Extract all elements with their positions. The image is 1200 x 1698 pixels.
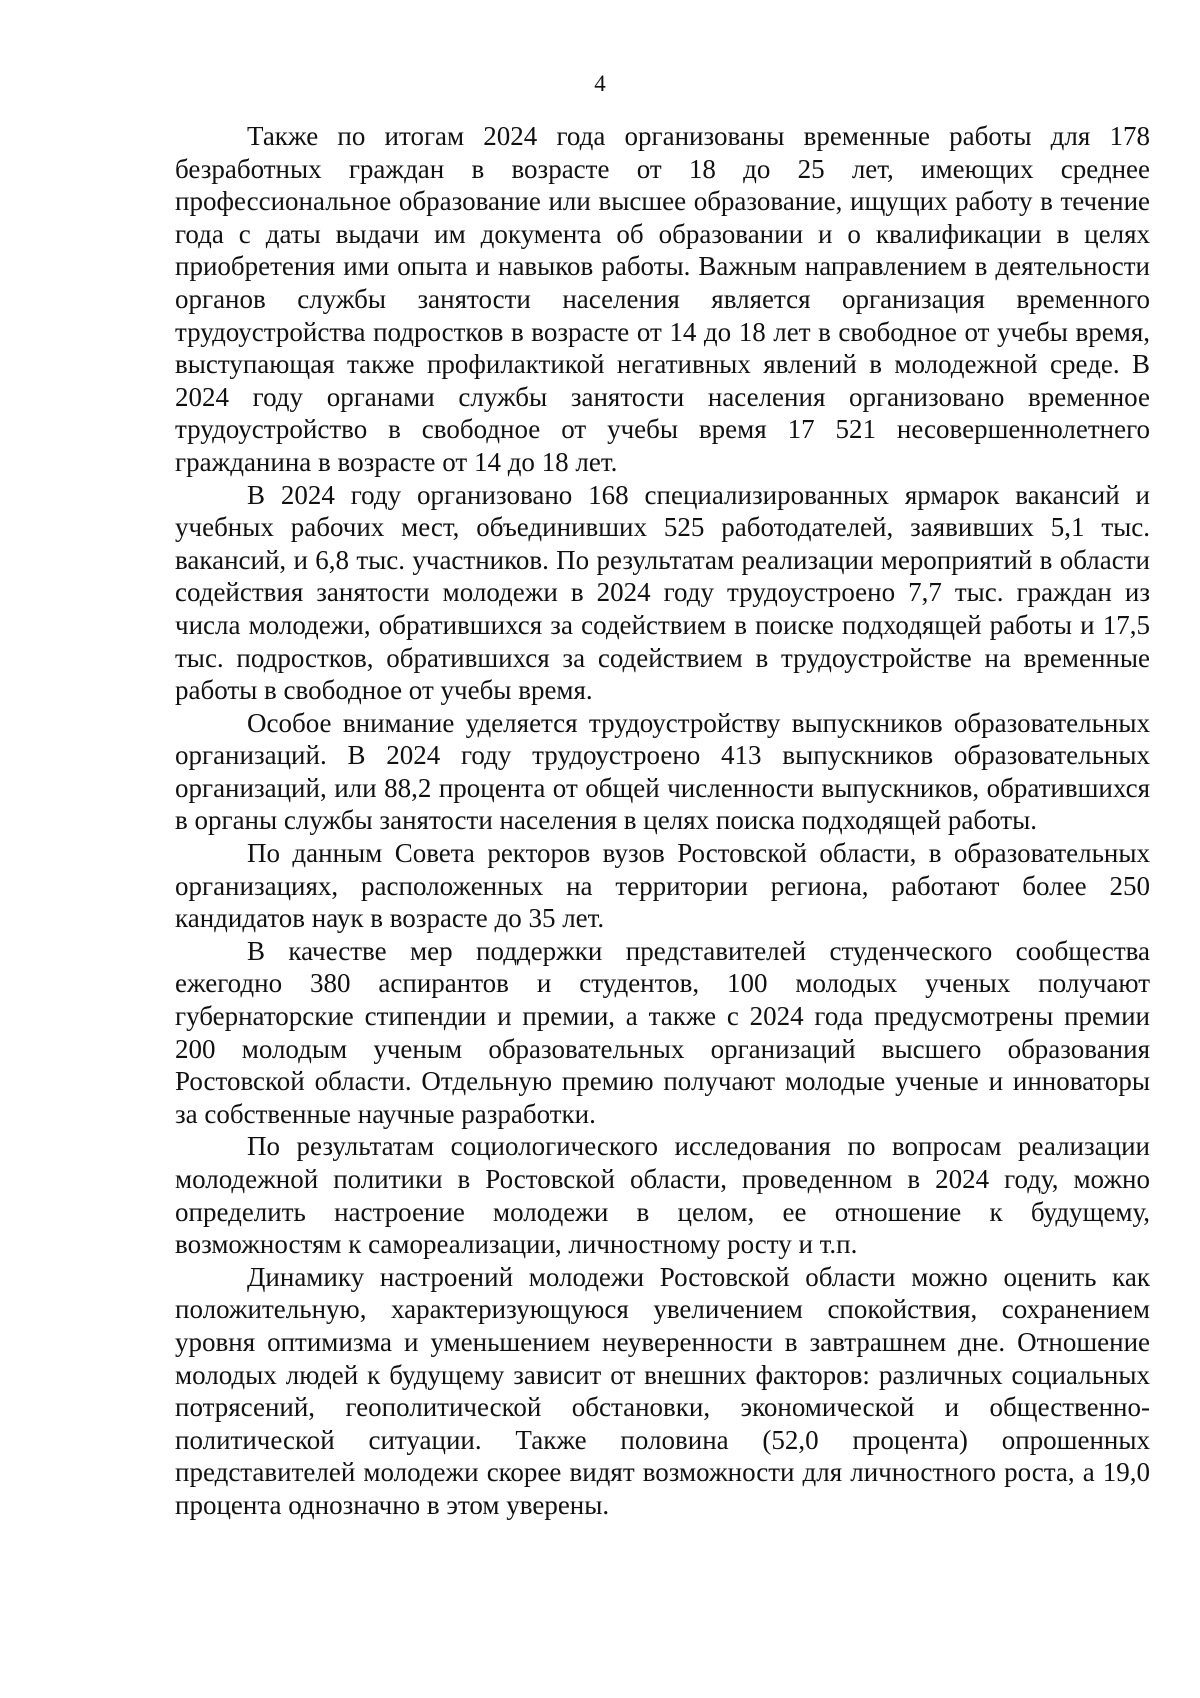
paragraph-sociological-study: По результатам социологического исследования по вопросам реализации молодежной политики в Ростовской области, проведенном в 2024 году, можно определить настроение молодежи в целом, ее отношение к будущему, возможностям к самореализации, личностному росту и т.п. xyxy=(175,1131,1150,1260)
paragraph-job-fairs: В 2024 году организовано 168 специализированных ярмарок вакансий и учебных рабочих мест, объединивших 525 работодателей, заявивших 5,1 тыс. вакансий, и 6,8 тыс. участников. По результатам реализации мероприятий в области содействия занятости молодежи в 2024 году трудоустроено 7,7 тыс. граждан из числа молодежи, обратившихся за содействием в поиске подходящей работы и 17,5 тыс. подростков, обратившихся за содействием в трудоустройстве на временные работы в свободное от учебы время. xyxy=(175,479,1150,706)
paragraph-temporary-jobs: Также по итогам 2024 года организованы временные работы для 178 безработных граждан в возрасте от 18 до 25 лет, имеющих среднее профессиональное образование или высшее образование, ищущих работу в течение года с даты выдачи им документа об образовании и о квалификации в целях приобретения ими опыта и навыков работы. Важным направлением в деятельности органов службы занятости населения является организация временного трудоустройства подростков в возрасте от 14 до 18 лет в свободное от учебы время, выступающая также профилактикой негативных явлений в молодежной среде. В 2024 году органами службы занятости населения организовано временное трудоустройство в свободное от учебы время 17 521 несовершеннолетнего гражданина в возрасте от 14 до 18 лет. xyxy=(175,121,1150,477)
paragraph-youth-mood-dynamics: Динамику настроений молодежи Ростовской области можно оценить как положительную, характеризующуюся увеличением спокойствия, сохранением уровня оптимизма и уменьшением неуверенности в завтрашнем дне. Отношение молодых людей к будущему зависит от внешних факторов: различных социальных потрясений, геополитической обстановки, экономической и общественно-политической ситуации. Также половина (52,0 процента) опрошенных представителей молодежи скорее видят возможности для личностного роста, а 19,0 процента однозначно в этом уверены. xyxy=(175,1261,1150,1520)
document-body xyxy=(175,120,1150,1522)
paragraph-graduates-employment: Особое внимание уделяется трудоустройству выпускников образовательных организаций. В 2024 году трудоустроено 413 выпускников образовательных организаций, или 88,2 процента от общей численности выпускников, обратившихся в органы службы занятости населения в целях поиска подходящей работы. xyxy=(175,707,1150,836)
paragraph-student-support: В качестве мер поддержки представителей студенческого сообщества ежегодно 380 аспирантов и студентов, 100 молодых ученых получают губернаторские стипендии и премии, а также с 2024 года предусмотрены премии 200 молодым ученым образовательных организаций высшего образования Ростовской области. Отдельную премию получают молодые ученые и инноваторы за собственные научные разработки. xyxy=(175,935,1150,1129)
page-number: 4 xyxy=(594,71,606,96)
paragraph-council-of-rectors: По данным Совета ректоров вузов Ростовской области, в образовательных организациях, расположенных на территории региона, работают более 250 кандидатов наук в возрасте до 35 лет. xyxy=(175,838,1150,934)
